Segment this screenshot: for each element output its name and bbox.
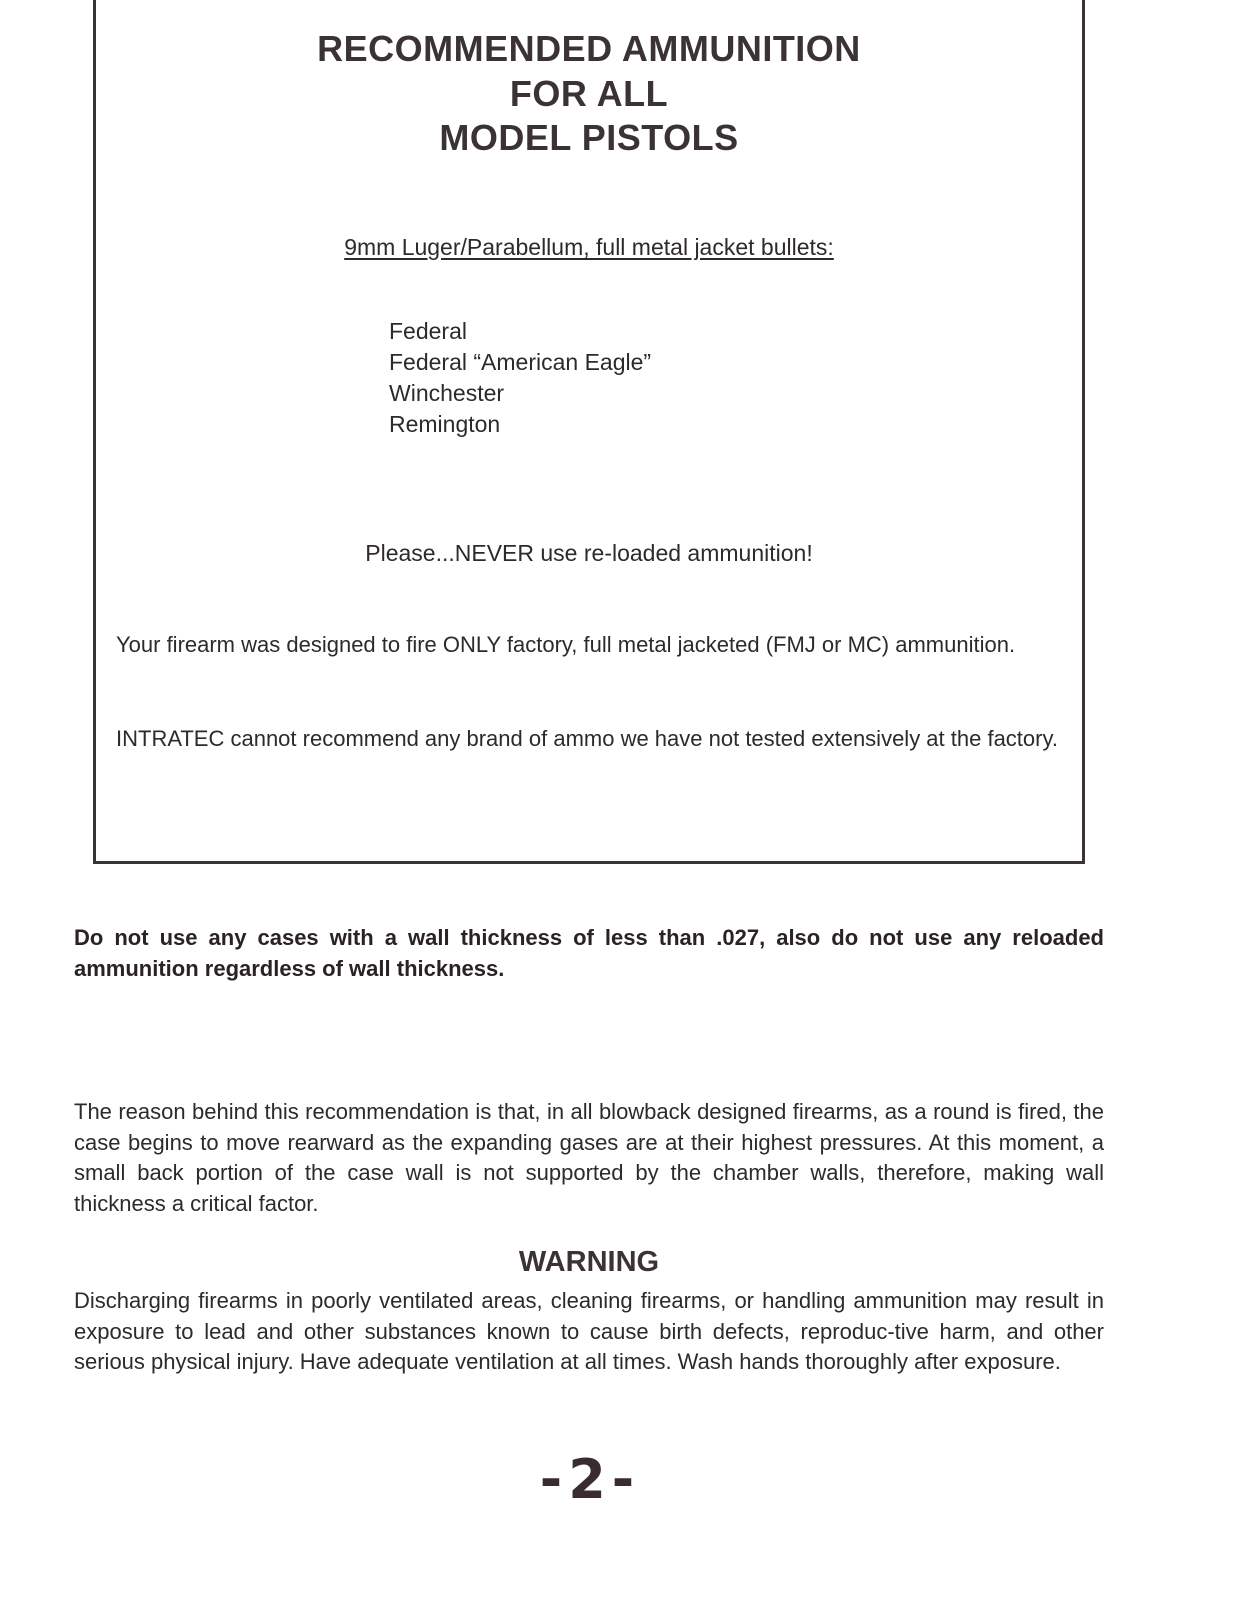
reason-paragraph: The reason behind this recommendation is that, in all blowback designed firearms, as a round is fired, the case begins to move rearward as the expanding gases are at their highest pressures. At this moment, a small back portion of the case wall is not supported by the chamber walls, therefore, making wall thickness a critical factor. [74,1099,1104,1216]
list-item: Winchester [389,380,505,406]
never-reloaded-notice: Please...NEVER use re-loaded ammunition! [365,540,813,566]
title-line-3: MODEL PISTOLS [439,117,739,158]
title-line-2: FOR ALL [509,73,669,114]
warning-body: Discharging firearms in poorly ventilated areas, cleaning firearms, or handling ammunition may result in exposure to lead and other substances known to cause birth defects, reproduc-tive harm, and other serious physical injury. Have adequate ventilation at all times. Wash hands thoroughly after exposure. [74,1288,1104,1374]
ammo-type-heading: 9mm Luger/Parabellum, full metal jacket bullets: [344,234,834,260]
title-line-1: RECOMMENDED AMMUNITION [317,28,861,69]
list-item: Federal [389,318,467,344]
ammo-brand-list [389,316,651,440]
recommended-ammunition-box [93,0,1085,864]
wall-thickness-warning: Do not use any cases with a wall thickness of less than .027, also do not use any reloaded ammunition regardless of wall thickness. [74,925,1104,981]
list-item: Remington [389,411,501,437]
fmj-paragraph: Your firearm was designed to fire ONLY factory, full metal jacketed (FMJ or MC) ammunition. [116,632,1016,657]
list-item: Federal “American Eagle” [389,349,652,375]
intratec-paragraph: INTRATEC cannot recommend any brand of ammo we have not tested extensively at the factory. [116,726,1058,751]
page-number: -2- [539,1448,641,1511]
warning-heading: WARNING [518,1246,660,1278]
